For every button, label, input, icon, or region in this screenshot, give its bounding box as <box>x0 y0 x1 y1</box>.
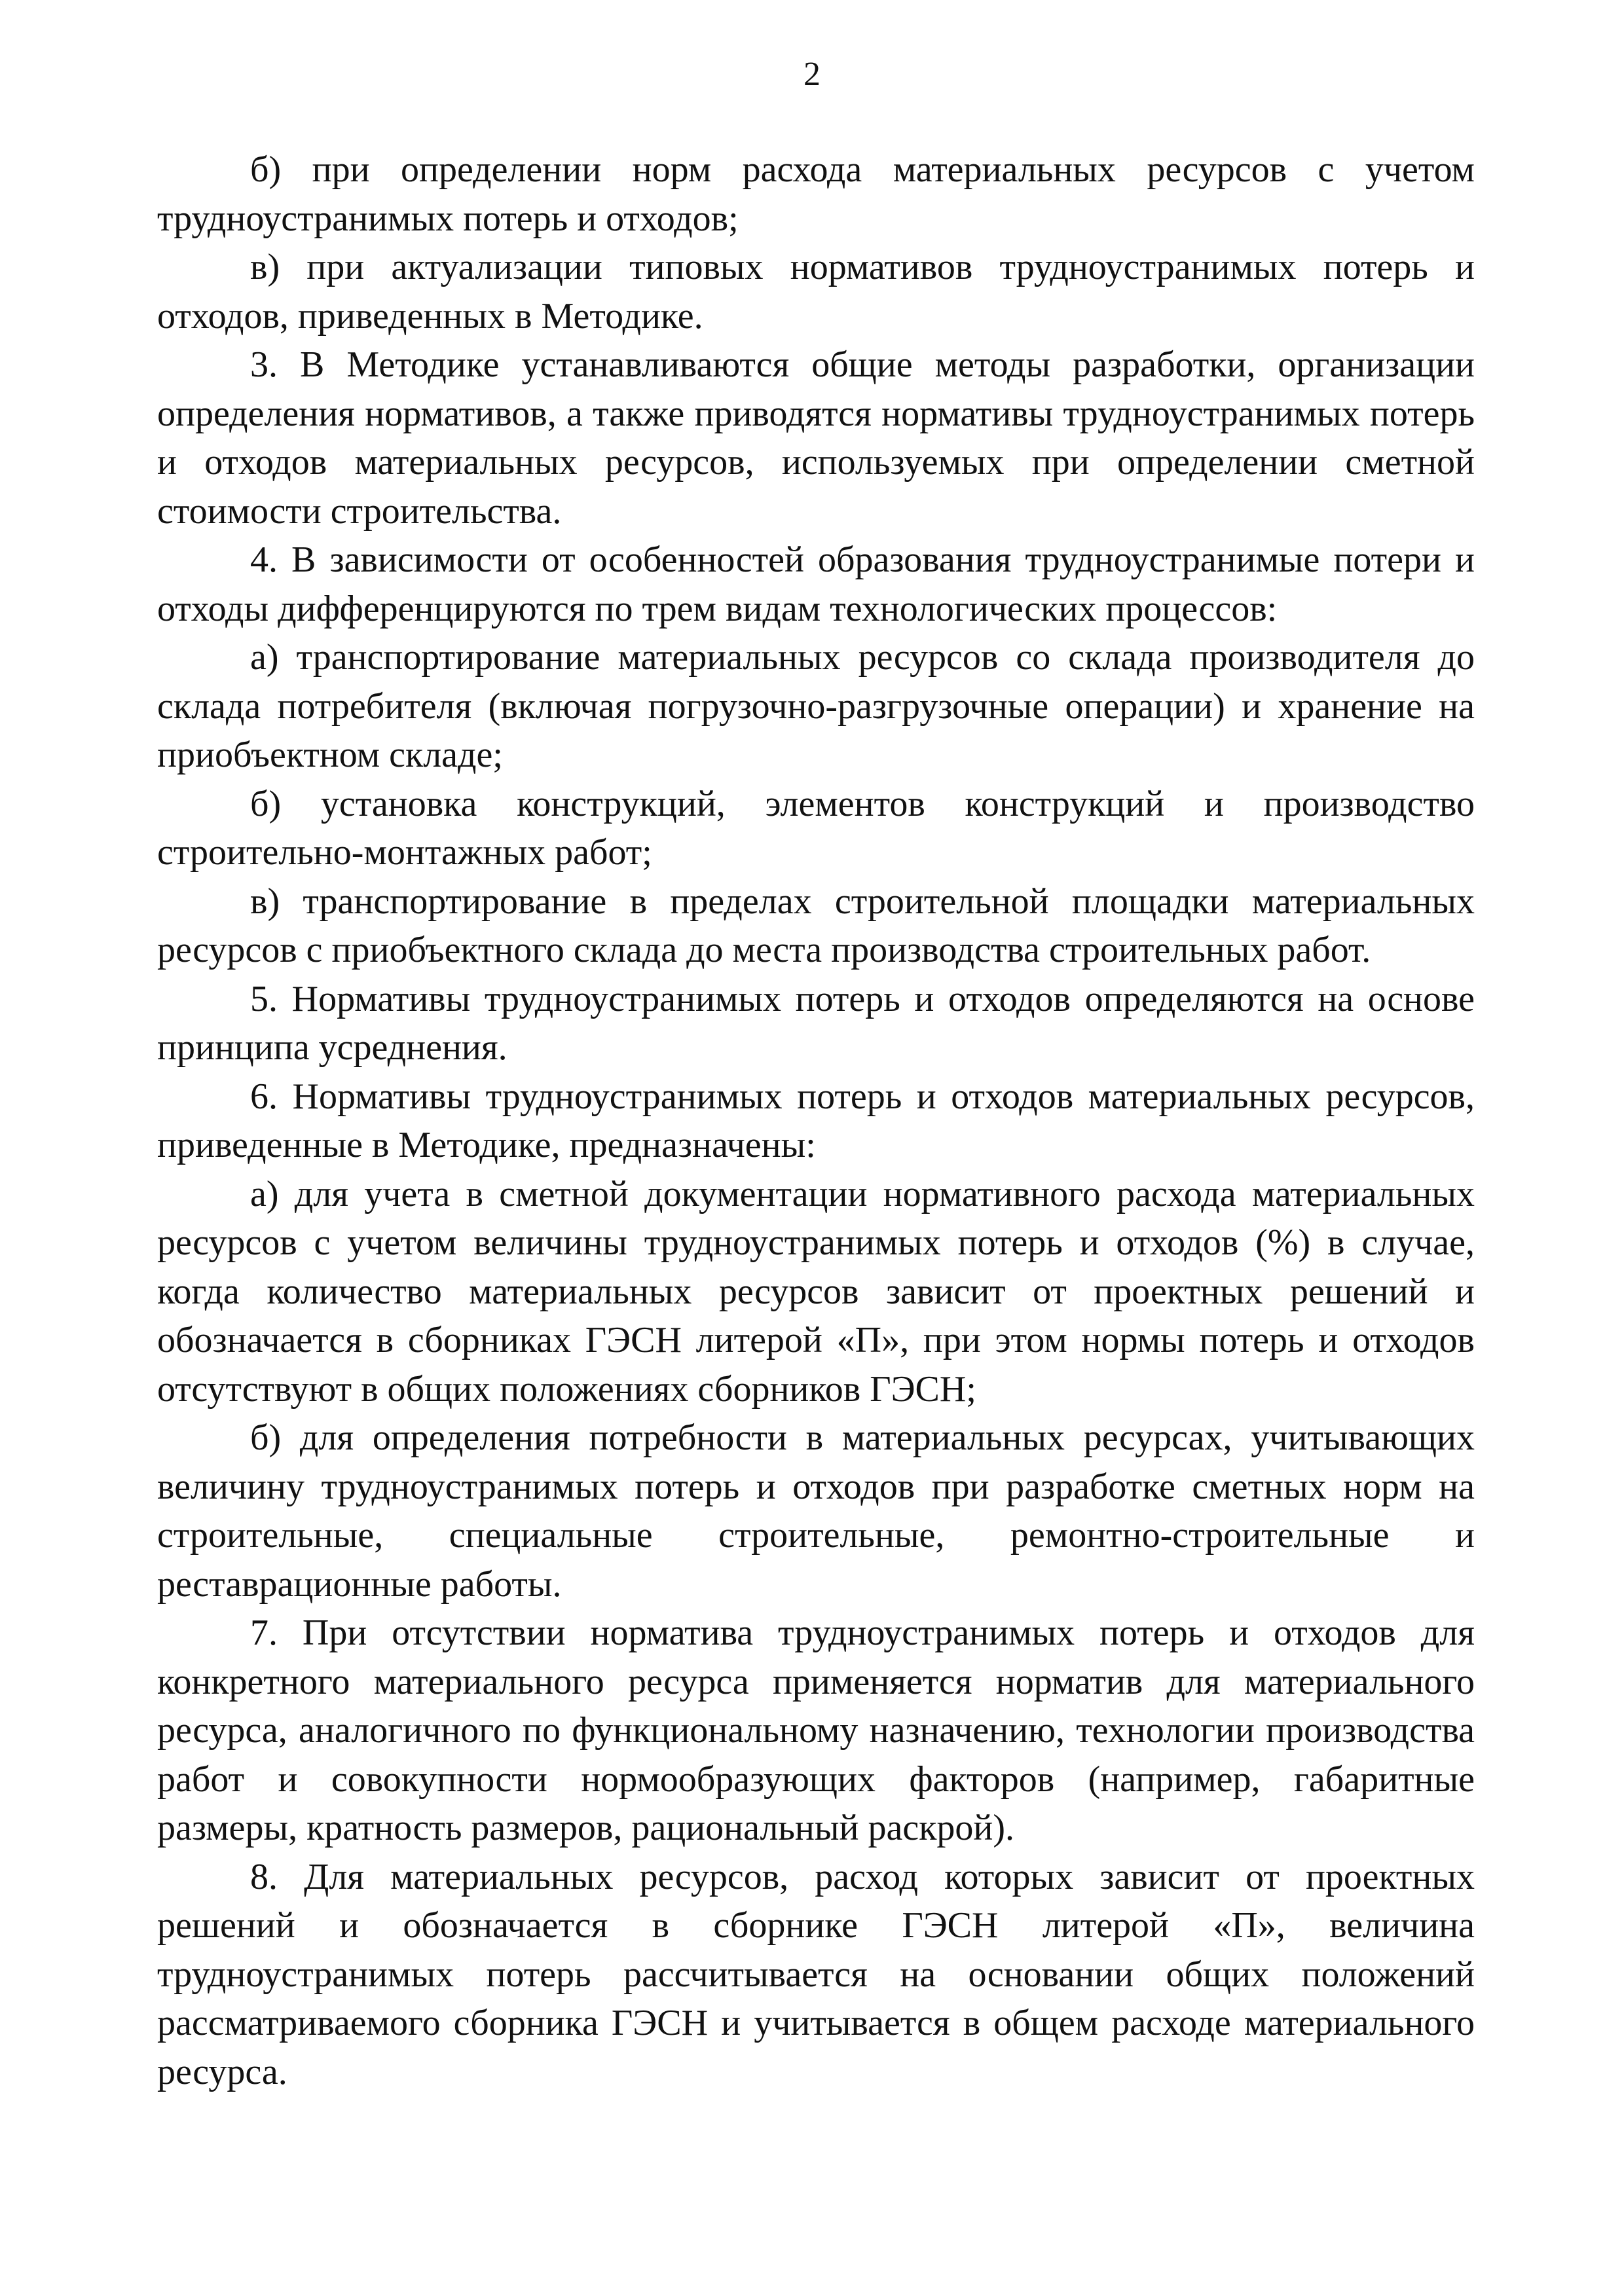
paragraph-4b: б) установка конструкций, элементов конструкций и производство строительно-монтажных работ; <box>157 783 1475 873</box>
paragraph-6b: б) для определения потребности в материальных ресурсах, учитывающих величину трудноустранимых потерь и отходов при разработке сметных норм на строительные, специальные строительные, ремонтно-строительные и реставрационные работы. <box>157 1417 1475 1605</box>
paragraph-5: 5. Нормативы трудноустранимых потерь и отходов определяются на основе принципа усреднения. <box>157 978 1475 1068</box>
paragraph-4a: а) транспортирование материальных ресурсов со склада производителя до склада потребителя (включая погрузочно-разгрузочные операции) и хранение на приобъектном складе; <box>157 637 1475 775</box>
paragraph-4: 4. В зависимости от особенностей образования трудноустранимые потери и отходы дифференцируются по трем видам технологических процессов: <box>157 539 1475 629</box>
page-number: 2 <box>803 56 821 93</box>
paragraph-6a: а) для учета в сметной документации нормативного расхода материальных ресурсов с учетом величины трудноустранимых потерь и отходов (%) в случае, когда количество материальных ресурсов зависит от проектных решений и обозначается в сборниках ГЭСН литерой «П», при этом нормы потерь и отходов отсутствуют в общих положениях сборников ГЭСН; <box>157 1173 1475 1410</box>
paragraph-1b: б) при определении норм расхода материальных ресурсов с учетом трудноустранимых потерь и отходов; <box>157 149 1475 239</box>
paragraph-7: 7. При отсутствии норматива трудноустранимых потерь и отходов для конкретного материального ресурса применяется норматив для материального ресурса, аналогичного по функциональному назначению, технологии производства работ и совокупности нормообразующих факторов (например, габаритные размеры, кратность размеров, рациональный раскрой). <box>157 1613 1475 1848</box>
document-body <box>157 145 1475 2096</box>
paragraph-1v: в) при актуализации типовых нормативов трудноустранимых потерь и отходов, приведенных в Методике. <box>157 247 1475 337</box>
paragraph-8: 8. Для материальных ресурсов, расход которых зависит от проектных решений и обозначается в сборнике ГЭСН литерой «П», величина трудноустранимых потерь рассчитывается на основании общих положений рассматриваемого сборника ГЭСН и учитывается в общем расходе материального ресурса. <box>157 1856 1475 2092</box>
paragraph-6: 6. Нормативы трудноустранимых потерь и отходов материальных ресурсов, приведенные в Методике, предназначены: <box>157 1076 1475 1165</box>
paragraph-4v: в) транспортирование в пределах строительной площадки материальных ресурсов с приобъектного склада до места производства строительных работ. <box>157 881 1475 970</box>
paragraph-3: 3. В Методике устанавливаются общие методы разработки, организации определения нормативов, а также приводятся нормативы трудноустранимых потерь и отходов материальных ресурсов, используемых при определении сметной стоимости строительства. <box>157 344 1475 532</box>
